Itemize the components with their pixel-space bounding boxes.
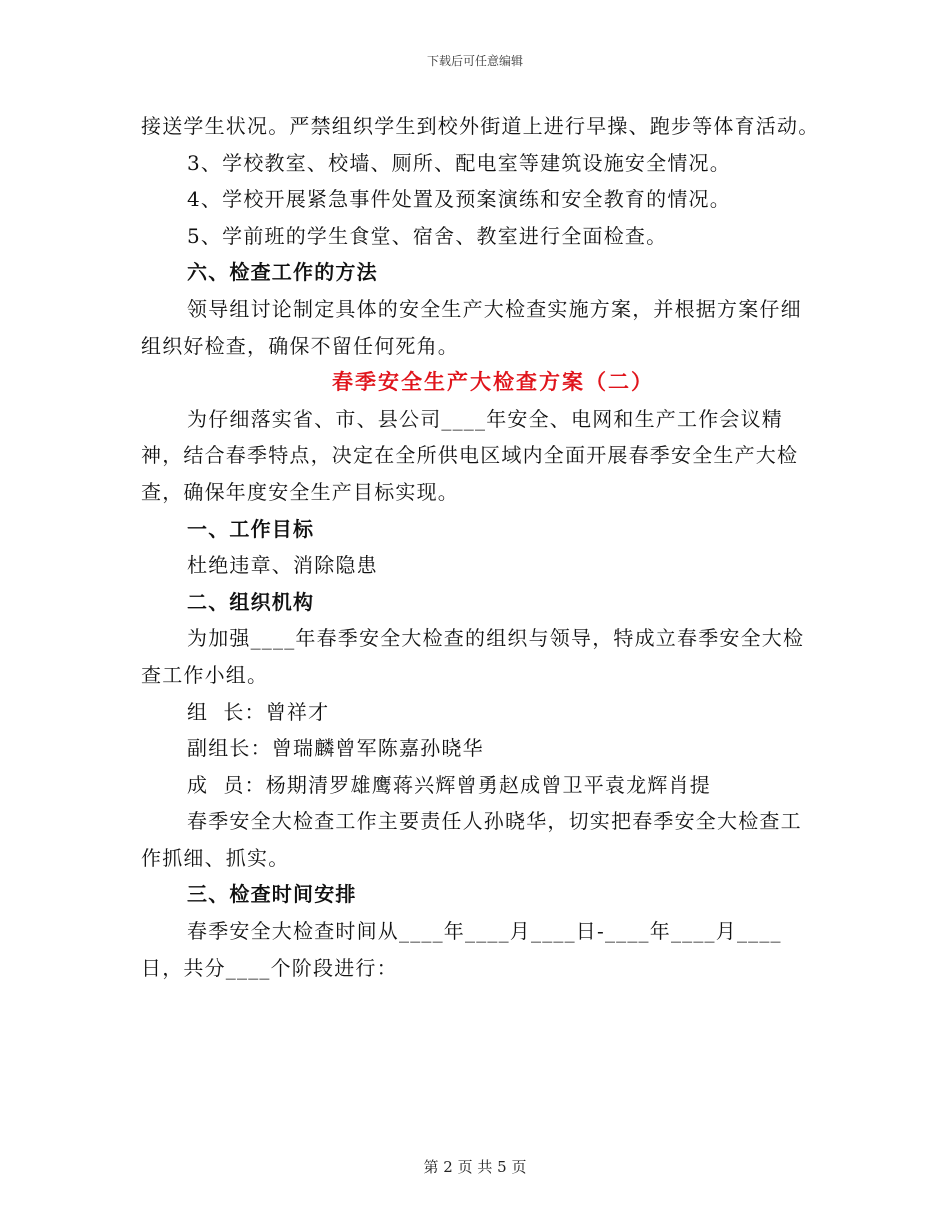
page-number: 第 2 页 共 5 页 [423, 1158, 527, 1176]
document-title: 春季安全生产大检查方案（二） [332, 369, 654, 395]
list-item-4: 4、学校开展紧急事件处置及预案演练和安全教育的情况。 [187, 187, 731, 212]
section-heading-two: 二、组织机构 [187, 589, 315, 614]
section-heading-three: 三、检查时间安排 [187, 882, 357, 907]
paragraph-method: 领导组讨论制定具体的安全生产大检查实施方案，并根据方案仔细组织好检查，确保不留任何死角。 [141, 296, 802, 358]
list-item-5: 5、学前班的学生食堂、宿舍、教室进行全面检查。 [187, 223, 668, 248]
paragraph-continued: 接送学生状况。严禁组织学生到校外街道上进行早操、跑步等体育活动。 [141, 114, 820, 138]
paragraph-responsible: 春季安全大检查工作主要责任人孙晓华，切实把春季安全大检查工作抓细、抓实。 [141, 809, 802, 870]
members-line: 成 员：杨期清罗雄鹰蒋兴辉曾勇赵成曾卫平袁龙辉肖提 [187, 772, 711, 797]
team-leader-line: 组 长：曾祥才 [187, 699, 330, 724]
section-heading-one: 一、工作目标 [187, 516, 315, 541]
paragraph-organization: 为加强____年春季安全大检查的组织与领导，特成立春季安全大检查工作小组。 [141, 626, 805, 687]
document-body [141, 108, 821, 986]
list-item-3: 3、学校教室、校墙、厕所、配电室等建筑设施安全情况。 [187, 150, 731, 175]
paragraph-schedule: 春季安全大检查时间从____年____月____日-____年____月____日，共分____个阶段进行： [141, 919, 782, 980]
paragraph-intro: 为仔细落实省、市、县公司____年安全、电网和生产工作会议精神，结合春季特点，决定在全所供电区域内全面开展春季安全生产大检查，确保年度安全生产目标实现。 [141, 406, 799, 504]
page-header-note: 下载后可任意编辑 [426, 54, 523, 68]
deputy-leader-line: 副组长：曾瑞麟曾军陈嘉孙晓华 [187, 736, 484, 761]
section-heading-six: 六、检查工作的方法 [187, 260, 378, 285]
paragraph-goal: 杜绝违章、消除隐患 [187, 553, 378, 578]
